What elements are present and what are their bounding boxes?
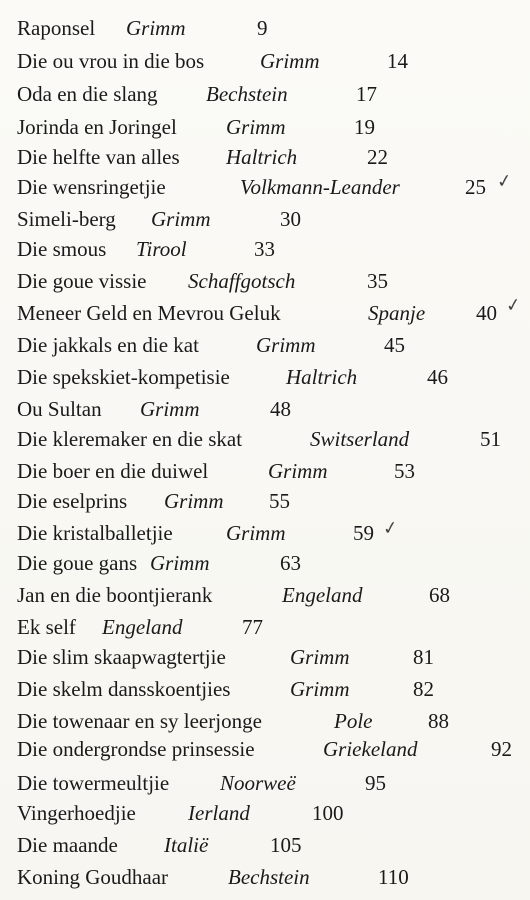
toc-entry-page-number: 19 [354, 115, 375, 139]
toc-entry-page-number: 17 [356, 82, 377, 106]
toc-entry-source: Engeland [282, 583, 363, 607]
toc-entry-page-number: 22 [367, 145, 388, 169]
toc-entry [17, 300, 530, 326]
toc-entry [17, 15, 530, 41]
toc-entry [17, 708, 530, 734]
toc-entry-page-number: 25 [465, 175, 486, 199]
toc-entry-source: Tirool [136, 237, 187, 261]
toc-entry [17, 426, 530, 452]
toc-entry-title: Die jakkals en die kat [17, 333, 199, 357]
toc-entry [17, 676, 530, 702]
toc-entry-page-number: 68 [429, 583, 450, 607]
toc-entry [17, 517, 530, 546]
toc-entry [17, 864, 530, 890]
toc-entry-title: Die slim skaapwagtertjie [17, 645, 226, 669]
toc-entry [17, 736, 530, 762]
toc-entry-page-number: 92 [491, 737, 512, 761]
toc-entry [17, 550, 530, 576]
toc-entry-source: Griekeland [323, 737, 418, 761]
toc-entry-source: Spanje [368, 301, 426, 325]
toc-entry-source: Italië [164, 833, 209, 857]
toc-entry-page-number: 81 [413, 645, 434, 669]
toc-entry [17, 458, 530, 484]
toc-entry-title: Die wensringetjie [17, 175, 166, 199]
toc-entry [17, 770, 530, 796]
toc-entry-title: Jan en die boontjierank [17, 583, 213, 607]
toc-entry-title: Die goue gans [17, 551, 138, 575]
toc-entry-source: Bechstein [206, 82, 288, 106]
handwritten-checkmark: ✓ [495, 170, 514, 193]
toc-entry [17, 236, 530, 262]
toc-entry-source: Grimm [150, 551, 210, 575]
toc-entry-title: Koning Goudhaar [17, 865, 169, 889]
toc-entry-source: Grimm [140, 397, 200, 421]
toc-entry-source: Grimm [164, 489, 224, 513]
toc-entry [17, 81, 530, 107]
toc-entry-title: Ou Sultan [17, 397, 102, 421]
toc-entry-page-number: 9 [257, 16, 268, 40]
toc-entry-title: Meneer Geld en Mevrou Geluk [17, 301, 281, 325]
toc-entry-source: Haltrich [226, 145, 298, 169]
toc-entry-title: Die kleremaker en die skat [17, 427, 243, 451]
toc-entry [17, 614, 530, 640]
toc-entry-title: Oda en die slang [17, 82, 158, 106]
toc-entry [17, 174, 530, 200]
toc-entry-title: Die smous [17, 237, 107, 261]
toc-entry-source: Grimm [226, 521, 286, 545]
toc-entry-page-number: 110 [378, 865, 409, 889]
toc-entry-page-number: 105 [270, 833, 302, 857]
toc-entry-title: Die spekskiet-kompetisie [17, 365, 230, 389]
toc-entry [17, 800, 530, 826]
toc-entry-title: Die eselprins [17, 489, 128, 513]
toc-entry-title: Die boer en die duiwel [17, 459, 209, 483]
toc-entry [17, 364, 530, 390]
toc-entry-source: Grimm [151, 207, 211, 231]
toc-entry-title: Die helfte van alles [17, 145, 180, 169]
toc-entry-title: Die towenaar en sy leerjonge [17, 709, 262, 733]
toc-entry-page-number: 14 [387, 49, 408, 73]
toc-entry-page-number: 33 [254, 237, 275, 261]
toc-entry-source: Grimm [256, 333, 316, 357]
toc-entry-title: Die towermeultjie [17, 771, 170, 795]
toc-entry-source: Switserland [310, 427, 410, 451]
toc-entry [17, 48, 530, 74]
toc-entry-title: Die goue vissie [17, 269, 147, 293]
toc-entry-page-number: 40 [476, 301, 497, 325]
toc-entry-source: Pole [334, 709, 373, 733]
toc-entry-page-number: 82 [413, 677, 434, 701]
toc-entry-title: Jorinda en Joringel [17, 115, 177, 139]
handwritten-checkmark: ✓ [381, 517, 400, 540]
toc-entry [17, 396, 530, 422]
toc-entry-page-number: 55 [269, 489, 290, 513]
toc-entry-source: Haltrich [286, 365, 358, 389]
handwritten-checkmark: ✓ [504, 294, 523, 317]
toc-entry-title: Vingerhoedjie [17, 801, 136, 825]
toc-entry-page-number: 88 [428, 709, 449, 733]
toc-entry-source: Grimm [290, 677, 350, 701]
toc-entry-source: Engeland [102, 615, 183, 639]
toc-entry [17, 488, 530, 514]
toc-entry-page-number: 53 [394, 459, 415, 483]
toc-entry [17, 644, 530, 670]
toc-entry-page-number: 51 [480, 427, 501, 451]
toc-entry [17, 114, 530, 140]
toc-entry-page-number: 48 [270, 397, 291, 421]
toc-entry-source: Bechstein [228, 865, 310, 889]
toc-entry-page-number: 30 [280, 207, 301, 231]
toc-entry-title: Die maande [17, 833, 118, 857]
toc-entry [17, 268, 530, 294]
toc-entry-page-number: 46 [427, 365, 448, 389]
toc-entry-source: Grimm [260, 49, 320, 73]
toc-entry [17, 582, 530, 608]
toc-entry-source: Ierland [188, 801, 250, 825]
toc-entry-page-number: 100 [312, 801, 344, 825]
toc-entry-title: Die skelm dansskoentjies [17, 677, 231, 701]
toc-entry-source: Noorweë [220, 771, 296, 795]
toc-entry-title: Simeli-berg [17, 207, 116, 231]
toc-entry-source: Volkmann-Leander [240, 175, 400, 199]
toc-entry-source: Grimm [268, 459, 328, 483]
toc-entry-page-number: 35 [367, 269, 388, 293]
toc-entry-title: Ek self [17, 615, 76, 639]
toc-entry-title: Die ou vrou in die bos [17, 49, 205, 73]
toc-entry [17, 332, 530, 358]
toc-entry-source: Grimm [126, 16, 186, 40]
toc-entry-source: Grimm [226, 115, 286, 139]
toc-entry-source: Grimm [290, 645, 350, 669]
toc-entry-title: Die kristalballetjie [17, 521, 173, 545]
toc-entry-page-number: 63 [280, 551, 301, 575]
toc-entry-source: Schaffgotsch [188, 269, 296, 293]
toc-entry [17, 206, 530, 232]
toc-entry-title: Die ondergrondse prinsessie [17, 737, 255, 761]
toc-entry-page-number: 77 [242, 615, 263, 639]
toc-entry [17, 144, 530, 170]
toc-entry-title: Raponsel [17, 16, 96, 40]
toc-entry-page-number: 45 [384, 333, 405, 357]
toc-entry-page-number: 59 [353, 521, 374, 545]
toc-entry-page-number: 95 [365, 771, 386, 795]
toc-entry [17, 832, 530, 858]
